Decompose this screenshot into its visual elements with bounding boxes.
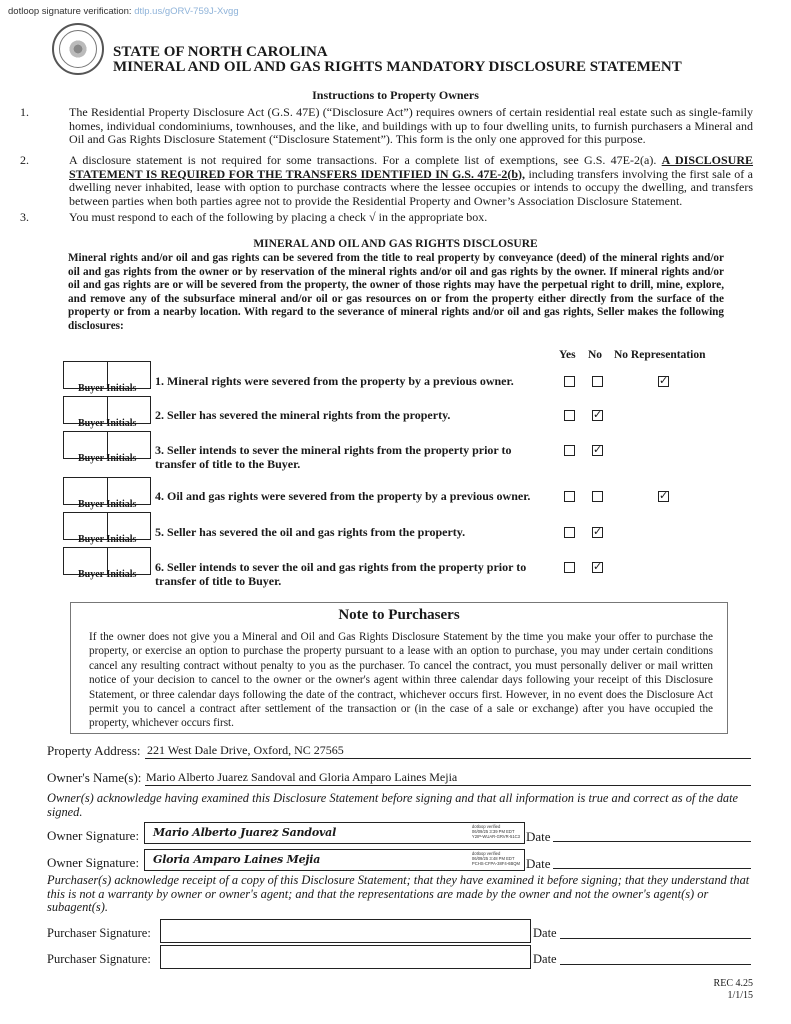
purchaser-date-field[interactable] — [560, 948, 751, 965]
instruction-item-1: 1. The Residential Property Disclosure Act (G.S. 47E) (“Disclosure Act”) requires owners of certain residential real estate such as single-family homes, individual condominiums, townhouses, and the like, and buildings with up to four dwelling units, to furnish purchasers a Mineral and Oil and Gas Rights Disclosure Statement (“Disclosure Statement”). This form is the only one approved for this purpose. — [20, 105, 753, 147]
buyer-initials-label: Buyer Initials — [78, 453, 137, 464]
property-address-value: 221 West Dale Drive, Oxford, NC 27565 — [147, 743, 344, 757]
owner-signature-box[interactable] — [144, 822, 525, 844]
yes-checkbox[interactable] — [564, 410, 575, 421]
no-checkbox[interactable]: ✓ — [593, 562, 603, 573]
form-footer — [633, 978, 753, 1002]
owner-signature-value: Mario Alberto Juarez Sandoval — [153, 826, 337, 839]
owners-name-value: Mario Alberto Juarez Sandoval and Gloria Amparo Laines Mejia — [146, 770, 458, 784]
form-title-state: STATE OF NORTH CAROLINA — [113, 44, 328, 60]
question-text: 5. Seller has severed the oil and gas rights from the property. — [155, 525, 466, 539]
instructions-heading: Instructions to Property Owners — [312, 88, 479, 102]
yes-checkbox[interactable] — [564, 562, 575, 573]
purchaser-date-label: Date — [533, 952, 557, 966]
form-revision: 1/1/15 — [727, 990, 753, 1001]
owner-signature-box[interactable] — [144, 849, 525, 871]
dotloop-verified-stamp: dotloop verified 06/09/25 3:48 PM EDT PCHS-CFPA-38F4-6BQM — [471, 851, 520, 866]
owner-date-label: Date — [526, 829, 551, 844]
column-yes: Yes — [559, 349, 576, 361]
nc-seal-icon — [52, 23, 104, 75]
purchaser-signature-label: Purchaser Signature: — [47, 926, 151, 940]
purchaser-date-label: Date — [533, 926, 557, 940]
question-text: 3. Seller intends to sever the mineral rights from the property prior to transfer of title to the Buyer. — [155, 443, 512, 471]
owner-date-field[interactable] — [553, 852, 751, 869]
purchaser-signature-label: Purchaser Signature: — [47, 952, 151, 966]
no-checkbox[interactable] — [592, 491, 603, 502]
question-text: 6. Seller intends to sever the oil and gas rights from the property prior to transfer of title to Buyer. — [155, 560, 527, 588]
form-title: MINERAL AND OIL AND GAS RIGHTS MANDATORY DISCLOSURE STATEMENT — [113, 59, 682, 75]
owner-acknowledgement: Owner(s) acknowledge having examined this Disclosure Statement before signing and that all information is true and correct as of the date signed. — [47, 791, 739, 819]
column-no-representation: No Representation — [614, 349, 706, 361]
no-representation-checkbox[interactable]: ✓ — [659, 376, 669, 387]
note-to-purchasers — [70, 602, 728, 734]
question-text: 2. Seller has severed the mineral rights from the property. — [155, 408, 451, 422]
owners-name-field[interactable] — [145, 769, 751, 786]
instruction-item-3: 3. You must respond to each of the following by placing a check √ in the appropriate box. — [20, 210, 488, 224]
purchaser-signature-box[interactable] — [160, 919, 531, 943]
verification-link[interactable]: dtlp.us/gORV-759J-Xvgg — [134, 6, 239, 17]
property-address-field[interactable] — [145, 742, 751, 759]
yes-checkbox[interactable] — [564, 445, 575, 456]
buyer-initials-label: Buyer Initials — [78, 383, 137, 394]
no-checkbox[interactable]: ✓ — [593, 445, 603, 456]
owners-name-label: Owner's Name(s): — [47, 770, 142, 785]
property-address-label: Property Address: — [47, 743, 141, 758]
dotloop-verified-stamp: dotloop verified 06/09/25 3:39 PM EDT Y2IP-WUAR-GRVR-51C3 — [471, 824, 520, 839]
no-checkbox[interactable]: ✓ — [593, 527, 603, 538]
buyer-initials-label: Buyer Initials — [78, 534, 137, 545]
note-title: Note to Purchasers — [338, 607, 460, 623]
purchaser-acknowledgement: Purchaser(s) acknowledge receipt of a copy of this Disclosure Statement; that they have examined it before signing; that they understand that this is not a warranty by owner or owner's agent; and that the representations are made by the owner and not the owner's agent(s) or subagent(s). — [47, 873, 750, 915]
form-code: REC 4.25 — [713, 978, 753, 989]
buyer-initials-label: Buyer Initials — [78, 569, 137, 580]
signature-verification — [8, 6, 239, 17]
question-text: 1. Mineral rights were severed from the property by a previous owner. — [155, 374, 514, 388]
owner-signature-label: Owner Signature: — [47, 855, 140, 870]
no-checkbox[interactable] — [592, 376, 603, 387]
question-text: 4. Oil and gas rights were severed from the property by a previous owner. — [155, 489, 531, 503]
buyer-initials-label: Buyer Initials — [78, 418, 137, 429]
no-checkbox[interactable]: ✓ — [593, 410, 603, 421]
yes-checkbox[interactable] — [564, 527, 575, 538]
owner-signature-label: Owner Signature: — [47, 828, 140, 843]
instruction-item-2: 2. A disclosure statement is not required for some transactions. For a complete list of exemptions, see G.S. 47E-2(a). A DISCLOSURE STATEMENT IS REQUIRED FOR THE TRANSFERS IDENTIFIED IN G.S. 47E-2(b), including transfers involving the first sale of a dwelling never inhabited, lease with option to purchase contracts where the lessee occupies or intends to occupy the dwelling, and transfers between parties when both parties agree not to provide the Residential Property and Owner’s Association Disclosure Statement. — [20, 153, 754, 208]
purchaser-date-field[interactable] — [560, 922, 751, 939]
required-transfers-emphasis: A DISCLOSURE STATEMENT IS REQUIRED FOR THE TRANSFERS IDENTIFIED IN G.S. 47E-2(b), — [69, 153, 754, 181]
yes-checkbox[interactable] — [564, 376, 575, 387]
yes-checkbox[interactable] — [564, 491, 575, 502]
verification-label: dotloop signature verification: — [8, 6, 132, 17]
disclosure-heading: MINERAL AND OIL AND GAS RIGHTS DISCLOSURE — [253, 238, 538, 250]
disclosure-body: Mineral rights and/or oil and gas rights can be severed from the title to real property by conveyance (deed) of the mineral rights and/or oil and gas rights from the owner or by reservation of the mineral rights and/or oil and gas rights by the owner. If mineral rights and/or oil and gas rights are or will be severed from the property, the owner of those rights may have the perpetual right to drill, mine, explore, and remove any of the subsurface mineral and/or oil or gas resources on or from the property either directly from the surface of the property or from a nearby location. With regard to the severance of mineral rights and/or oil and gas rights, Seller makes the following disclosures: — [68, 252, 724, 332]
note-body: If the owner does not give you a Mineral and Oil and Gas Rights Disclosure Statement by the time you make your offer to purchase the property, or exercise an option to purchase the property pursuant to a lease with an option to purchase, you may under certain conditions cancel any resulting contract without penalty to you as the purchaser. To cancel the contract, you must personally deliver or mail written notice of your decision to cancel to the owner or the owner's agent within three calendar days following your receipt of this Disclosure Statement, or three calendar days following the date of the contract, whichever occurs first. However, in no event does the Disclosure Act permit you to cancel a contract after settlement of the transaction or (in the case of a sale or exchange) after you have occupied the property, whichever occurs first. — [89, 631, 713, 730]
owner-signature-value: Gloria Amparo Laines Mejia — [153, 853, 321, 866]
owner-date-label: Date — [526, 856, 551, 871]
owner-date-field[interactable] — [553, 825, 751, 842]
no-representation-checkbox[interactable]: ✓ — [659, 491, 669, 502]
buyer-initials-label: Buyer Initials — [78, 499, 137, 510]
column-no: No — [588, 349, 603, 361]
purchaser-signature-box[interactable] — [160, 945, 531, 969]
